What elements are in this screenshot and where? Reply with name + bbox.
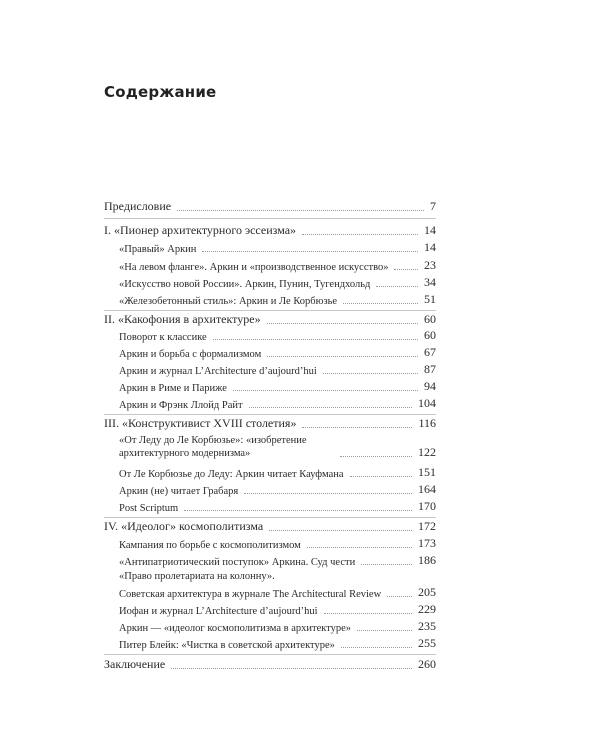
toc-page-number: 164 <box>418 482 436 496</box>
toc-page-number: 173 <box>418 536 436 550</box>
toc-entry-conclusion[interactable] <box>104 657 436 672</box>
toc-entry-title: Аркин — «идеолог космополитизма в архитектуре» <box>119 623 352 634</box>
divider <box>104 517 436 518</box>
toc-subentry[interactable] <box>119 619 436 634</box>
toc-subentry[interactable] <box>119 292 436 307</box>
toc-page-number: 51 <box>424 292 436 306</box>
dot-leader <box>171 667 412 669</box>
toc-page-number: 94 <box>424 379 436 393</box>
toc-subentry[interactable] <box>119 240 436 255</box>
toc-page-number: 255 <box>418 636 436 650</box>
toc-page-number: 186 <box>418 553 436 567</box>
toc-entry-title: Заключение <box>104 657 166 671</box>
toc-page-number: 14 <box>424 240 436 254</box>
toc-page-number: 229 <box>418 602 436 616</box>
toc-entry-title: «От Леду до Ле Корбюзье»: «изобретение архитектурного модернизма» <box>119 435 307 459</box>
toc-subentry[interactable] <box>119 258 436 273</box>
divider <box>104 218 436 219</box>
toc-page-number: 87 <box>424 362 436 376</box>
dot-leader <box>340 455 412 457</box>
toc-entry-title: «Антипатриотический поступок» Аркина. Суд чести <box>119 557 356 568</box>
toc-page-number: 23 <box>424 258 436 272</box>
toc-page-number: 104 <box>418 396 436 410</box>
toc-page-number: 205 <box>418 585 436 599</box>
toc-subentry[interactable] <box>119 379 436 394</box>
toc-entry-title: II. «Какофония в архитектуре» <box>104 312 261 326</box>
dot-leader <box>343 302 418 304</box>
dot-leader <box>361 563 412 565</box>
divider <box>104 654 436 655</box>
toc-subentry[interactable] <box>119 482 436 497</box>
toc-chapter-2[interactable] <box>104 312 436 327</box>
toc-entry-title: «Искусство новой России». Аркин, Пунин, Тугендхольд <box>119 279 371 290</box>
toc-subentry[interactable] <box>119 345 436 360</box>
toc-entry-title: «Железобетонный стиль»: Аркин и Ле Корбюзье <box>119 296 338 307</box>
toc-entry-title: Предисловие <box>104 199 172 213</box>
toc-entry-title: Поворот к классике <box>119 332 207 343</box>
dot-leader <box>357 629 412 631</box>
dot-leader <box>324 612 412 614</box>
toc-entry-title: IV. «Идеолог» космополитизма <box>104 519 264 533</box>
toc-page-number: 7 <box>430 199 436 213</box>
toc-page-number: 60 <box>424 312 436 326</box>
toc-page-number: 34 <box>424 275 436 289</box>
toc-page-number: 235 <box>418 619 436 633</box>
toc-entry-title: Аркин (не) читает Грабаря <box>119 486 239 497</box>
dot-leader <box>302 233 418 235</box>
toc-entry-preface[interactable] <box>104 199 436 214</box>
divider <box>104 310 436 311</box>
dot-leader <box>323 372 418 374</box>
toc-entry-title: Иофан и журнал L’Architecture d’aujourd’hui <box>119 606 318 617</box>
toc-page-number: 116 <box>418 416 436 430</box>
dot-leader <box>269 529 412 531</box>
dot-leader <box>394 268 418 270</box>
dot-leader <box>341 646 412 648</box>
toc-subentry[interactable] <box>119 585 436 600</box>
toc-page-number: 172 <box>418 519 436 533</box>
toc-entry-title: От Ле Корбюзье до Леду: Аркин читает Кауфмана <box>119 469 344 480</box>
toc-chapter-1[interactable] <box>104 223 436 238</box>
toc-subentry[interactable] <box>119 536 436 551</box>
toc-entry-title: Аркин и журнал L’Architecture d’aujourd’hui <box>119 366 317 377</box>
dot-leader <box>376 285 418 287</box>
toc-page-number: 14 <box>424 223 436 237</box>
toc-entry-title: Post Scriptum <box>119 503 179 514</box>
toc-subentry[interactable] <box>119 553 436 568</box>
toc-entry-title: Кампания по борьбе с космополитизмом <box>119 540 301 551</box>
toc-page-number: 67 <box>424 345 436 359</box>
dot-leader <box>249 406 412 408</box>
toc-chapter-4[interactable] <box>104 519 436 534</box>
toc-subentry[interactable] <box>119 636 436 651</box>
dot-leader <box>177 209 424 211</box>
dot-leader <box>267 322 418 324</box>
toc-entry-title: «Право пролетариата на колонну». <box>119 571 275 582</box>
toc-entry-title: «Правый» Аркин <box>119 244 197 255</box>
toc-subentry[interactable] <box>119 434 436 460</box>
toc-subentry[interactable] <box>119 499 436 514</box>
toc-page-number: 151 <box>418 465 436 479</box>
divider <box>104 414 436 415</box>
toc-page-number: 60 <box>424 328 436 342</box>
dot-leader <box>184 509 412 511</box>
dot-leader <box>233 389 418 391</box>
dot-leader <box>350 475 412 477</box>
toc-entry-title: I. «Пионер архитектурного эссеизма» <box>104 223 297 237</box>
toc-entry-title: III. «Конструктивист XVIII столетия» <box>104 416 297 430</box>
dot-leader <box>267 355 418 357</box>
toc-subentry[interactable] <box>119 602 436 617</box>
dot-leader <box>213 338 418 340</box>
toc-subentry[interactable] <box>119 571 436 582</box>
toc-subentry[interactable] <box>119 396 436 411</box>
dot-leader <box>302 426 412 428</box>
toc-page-number: 122 <box>418 445 436 459</box>
toc-subentry[interactable] <box>119 465 436 480</box>
toc-page-number: 260 <box>418 657 436 671</box>
dot-leader <box>202 250 418 252</box>
toc-entry-title: Советская архитектура в журнале The Architectural Review <box>119 589 382 600</box>
toc-entry-title: Аркин и Фрэнк Ллойд Райт <box>119 400 243 411</box>
toc-subentry[interactable] <box>119 328 436 343</box>
dot-leader <box>244 492 412 494</box>
toc-subentry[interactable] <box>119 362 436 377</box>
dot-leader <box>307 546 412 548</box>
page-title: Содержание <box>104 83 217 101</box>
dot-leader <box>387 595 412 597</box>
toc-entry-title: «На левом фланге». Аркин и «производственное искусство» <box>119 262 389 273</box>
toc-subentry[interactable] <box>119 275 436 290</box>
toc-entry-title: Аркин в Риме и Париже <box>119 383 227 394</box>
toc-chapter-3[interactable] <box>104 416 436 431</box>
toc-entry-title: Питер Блейк: «Чистка в советской архитектуре» <box>119 640 335 651</box>
toc-page-number: 170 <box>418 499 436 513</box>
toc-entry-title: Аркин и борьба с формализмом <box>119 349 262 360</box>
